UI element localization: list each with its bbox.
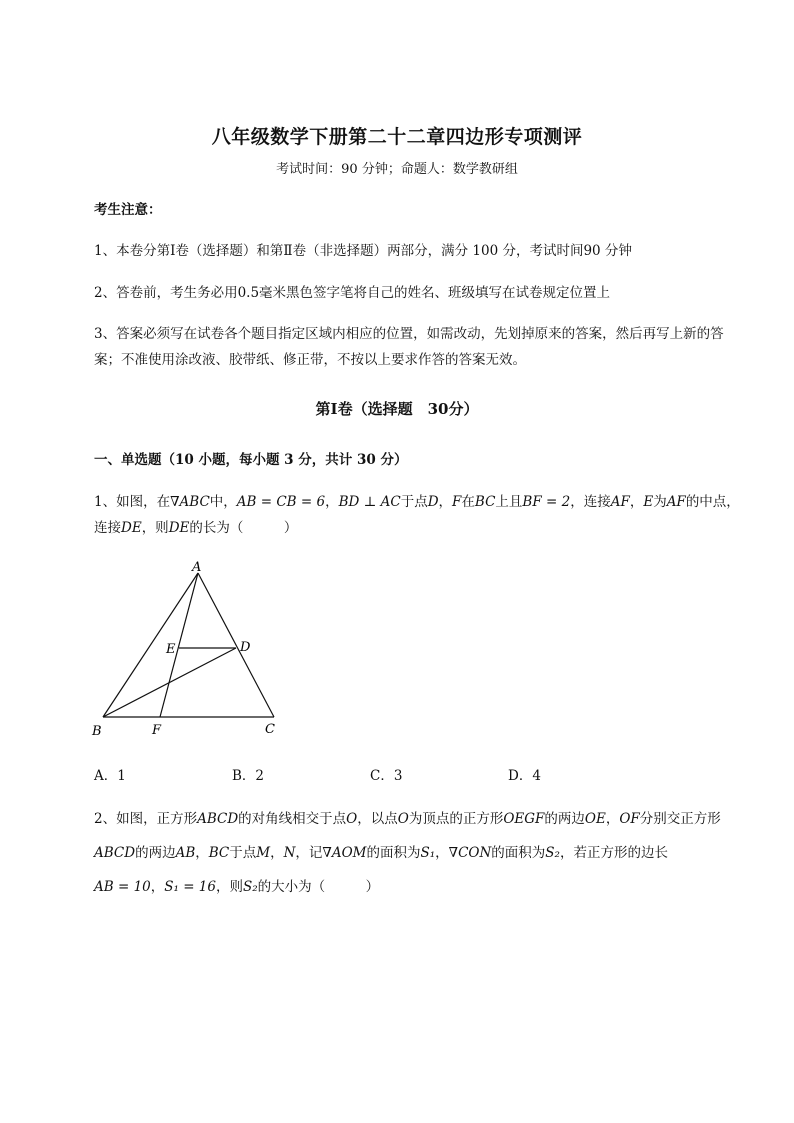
- question-1-text: 1、如图，在∇ABC中，AB = CB = 6，BD ⊥ AC于点D，F在BC上且BF = 2，连接AF，E为AF的中点，连接DE，则DE的长为（ ）: [94, 494, 740, 536]
- page-title: 八年级数学下册第二十二章四边形专项测评: [211, 126, 583, 148]
- label-d: D: [240, 640, 251, 655]
- label-c: C: [265, 722, 275, 737]
- section-title: 第Ⅰ卷（选择题 30分）: [315, 400, 479, 418]
- label-b: B: [92, 724, 102, 739]
- label-f: F: [152, 723, 162, 738]
- notice-item-3: 3、答案必须写在试卷各个题目指定区域内相应的位置，如需改动，先划掉原来的答案，然后再写上新的答案；不准使用涂改液、胶带纸、修正带，不按以上要求作答的答案无效。: [94, 326, 724, 368]
- question-1-figure: [88, 558, 288, 743]
- label-a: A: [192, 560, 202, 575]
- notice-heading: 考生注意：: [94, 202, 162, 218]
- segment-ac: [198, 573, 274, 717]
- segment-ab: [103, 573, 198, 717]
- choice-b[interactable]: B．2: [232, 768, 265, 784]
- part-title: 一、单选题（10 小题，每小题 3 分，共计 30 分）: [94, 452, 408, 468]
- choice-d[interactable]: D．4: [508, 768, 541, 784]
- notice-item-1: 1、本卷分第Ⅰ卷（选择题）和第Ⅱ卷（非选择题）两部分，满分 100 分，考试时间90 分钟: [94, 243, 632, 259]
- notice-item-2: 2、答卷前，考生务必用0.5毫米黑色签字笔将自己的姓名、班级填写在试卷规定位置上: [94, 285, 611, 301]
- choice-c[interactable]: C．3: [370, 768, 403, 784]
- choice-a[interactable]: A．1: [94, 768, 126, 784]
- label-e: E: [166, 642, 176, 657]
- page-subtitle: 考试时间：90 分钟；命题人：数学教研组: [276, 162, 518, 177]
- question-2-text: 2、如图，正方形ABCD的对角线相交于点O，以点O为顶点的正方形OEGF的两边OE，OF分别交正方形ABCD的两边AB，BC于点M，N，记∇AOM的面积为S₁，∇CON的面积为S₂，若正方形的边长 AB = 10，S₁ = 16，则S₂的大小为（ ）: [94, 811, 721, 895]
